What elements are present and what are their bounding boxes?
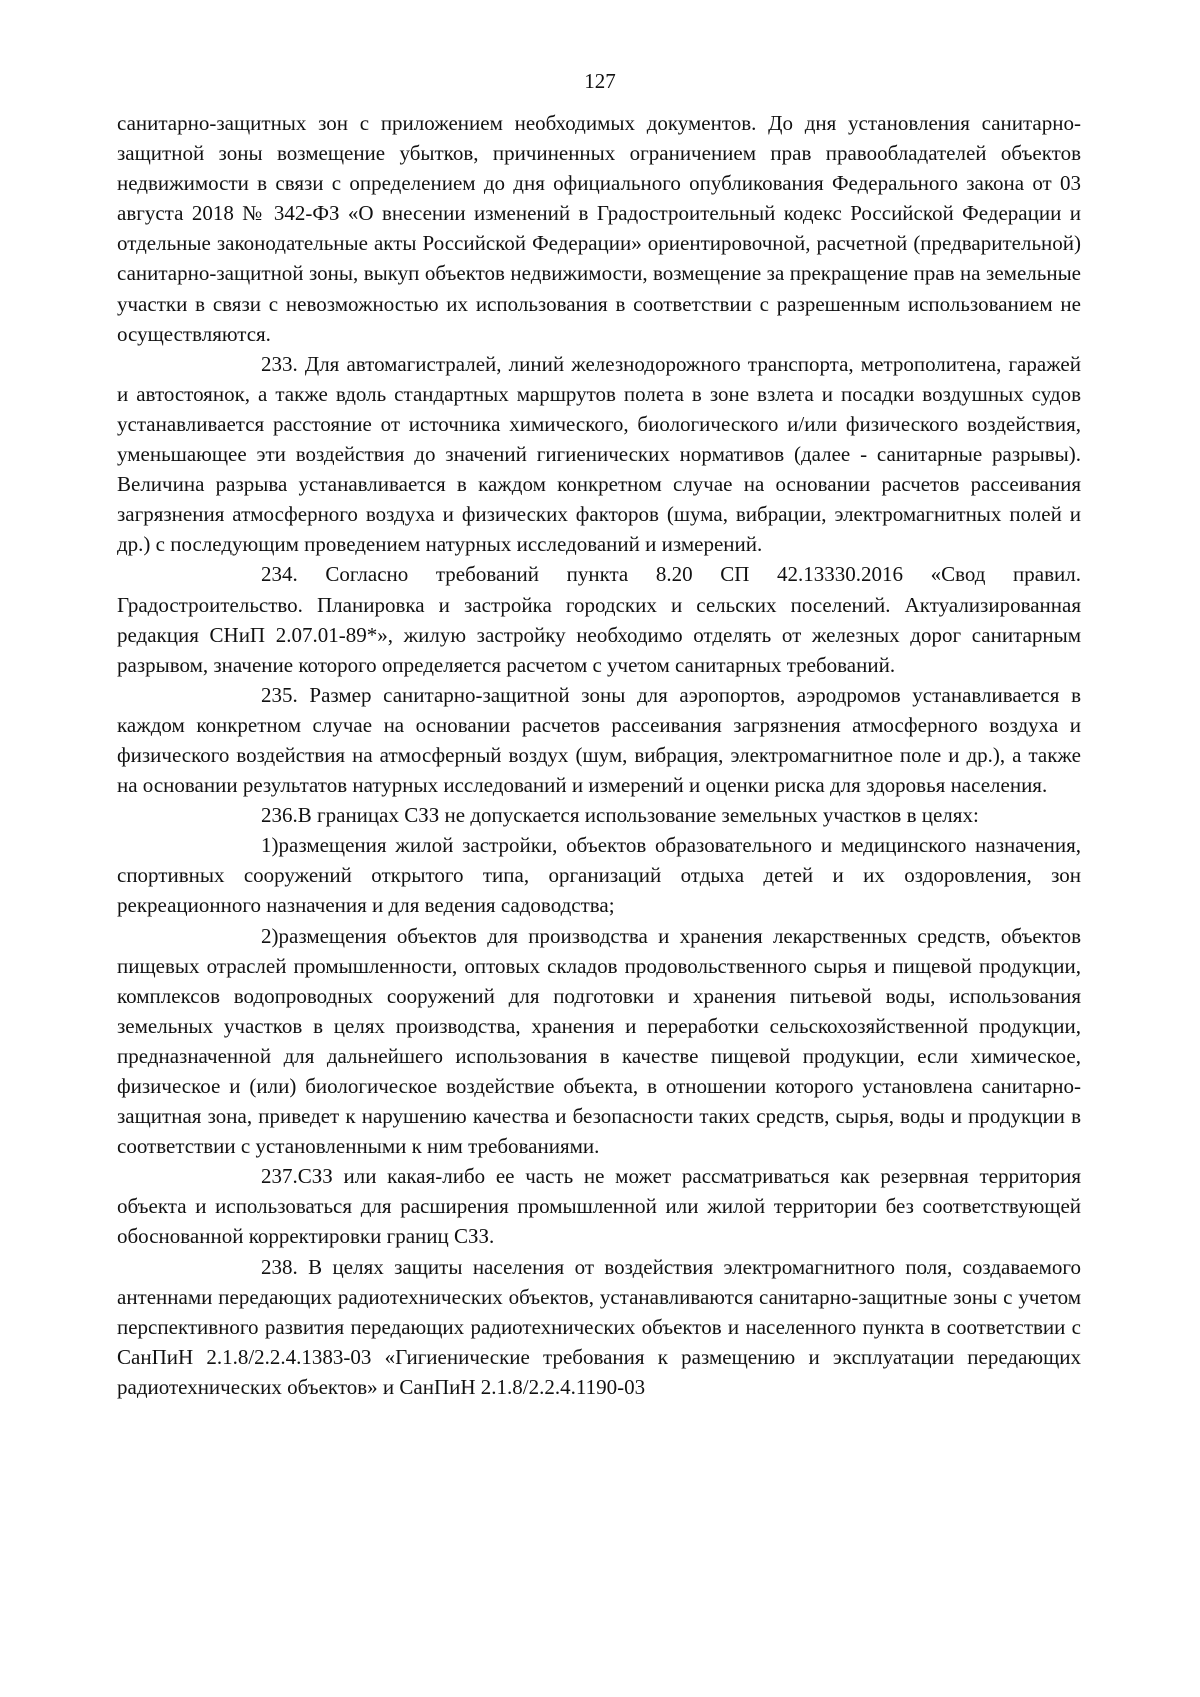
paragraph-text: Для автомагистралей, линий железнодорожного транспорта, метрополитена, гаражей и автостоянок, а также вдоль стандартных маршрутов полета в зоне взлета и посадки воздушных судов устанавливается расстояние от источника химического, биологического и/или физического воздействия, уменьшающее эти воздействия до значений гигиенических нормативов (далее - санитарные разрывы). Величина разрыва устанавливается в каждом конкретном случае на основании расчетов рассеивания загрязнения атмосферного воздуха и физических факторов (шума, вибрации, электромагнитных полей и др.) с последующим проведением натурных исследований и измерений.: [117, 351, 1081, 557]
list-item-text: размещения жилой застройки, объектов образовательного и медицинского назначения, спортивных сооружений открытого типа, организаций отдыха детей и их оздоровления, зон рекреационного назначения и для ведения садоводства;: [117, 833, 1081, 918]
list-item-number: 2): [261, 923, 279, 948]
list-item-number: 1): [261, 833, 279, 858]
paragraph-235: [117, 680, 1081, 800]
paragraph-number: 237.: [261, 1164, 298, 1189]
page-number: 127: [584, 69, 616, 93]
paragraph-text: В целях защиты населения от воздействия электромагнитного поля, создаваемого антеннами передающих радиотехнических объектов, устанавливаются санитарно-защитные зоны с учетом перспективного развития передающих радиотехнических объектов и населенного пункта в соответствии с СанПиН 2.1.8/2.2.4.1383-03 «Гигиенические требования к размещению и эксплуатации передающих радиотехнических объектов» и СанПиН 2.1.8/2.2.4.1190-03: [117, 1254, 1081, 1399]
paragraph-continuation: санитарно-защитных зон с приложением необходимых документов. До дня установления санитарно-защитной зоны возмещение убытков, причиненных ограничением прав правообладателей объектов недвижимости в связи с определением до дня официального опубликования Федерального закона от 03 августа 2018 № 342-ФЗ «О внесении изменений в Градостроительный кодекс Российской Федерации и отдельные законодательные акты Российской Федерации» ориентировочной, расчетной (предварительной) санитарно-защитной зоны, выкуп объектов недвижимости, возмещение за прекращение прав на земельные участки в связи с невозможностью их использования в соответствии с разрешенным использованием не осуществляются.: [117, 111, 1081, 346]
paragraph-236: [117, 800, 1081, 830]
paragraph-number: 236.: [261, 803, 298, 828]
paragraph-text: Согласно требований пункта 8.20 СП 42.13330.2016 «Свод правил. Градостроительство. Планировка и застройка городских и сельских поселений. Актуализированная редакция СНиП 2.07.01-89*», жилую застройку необходимо отделять от железных дорог санитарным разрывом, значение которого определяется расчетом с учетом санитарных требований.: [117, 562, 1082, 677]
paragraph-text: СЗЗ или какая-либо ее часть не может рассматриваться как резервная территория объекта и использоваться для расширения промышленной или жилой территории без соответствующей обоснованной корректировки границ СЗЗ.: [117, 1164, 1081, 1249]
paragraph-234: [117, 559, 1081, 679]
paragraph-text: В границах СЗЗ не допускается использование земельных участков в целях:: [297, 803, 979, 828]
list-item-2: [117, 921, 1081, 1162]
paragraph-233: [117, 349, 1081, 560]
paragraph-number: 235.: [261, 682, 298, 707]
paragraph-text: Размер санитарно-защитной зоны для аэропортов, аэродромов устанавливается в каждом конкретном случае на основании расчетов рассеивания загрязнения атмосферного воздуха и физического воздействия на атмосферный воздух (шум, вибрация, электромагнитное поле и др.), а также на основании результатов натурных исследований и измерений и оценки риска для здоровья населения.: [117, 682, 1082, 798]
list-item-text: размещения объектов для производства и хранения лекарственных средств, объектов пищевых отраслей промышленности, оптовых складов продовольственного сырья и пищевой продукции, комплексов водопроводных сооружений для подготовки и хранения питьевой воды, использования земельных участков в целях производства, хранения и переработки сельскохозяйственной продукции, предназначенной для дальнейшего использования в качестве пищевой продукции, если химическое, физическое и (или) биологическое воздействие объекта, в отношении которого установлена санитарно-защитная зона, приведет к нарушению качества и безопасности таких средств, сырья, воды и продукции в соответствии с установленными к ним требованиями.: [117, 923, 1081, 1159]
paragraph-238: [117, 1252, 1081, 1402]
list-item-1: [117, 830, 1081, 920]
paragraph-number: 233.: [261, 351, 298, 376]
paragraph-number: 234.: [261, 562, 298, 587]
paragraph-number: 238.: [261, 1254, 298, 1279]
document-body: [117, 108, 1081, 1402]
paragraph-237: [117, 1161, 1081, 1251]
